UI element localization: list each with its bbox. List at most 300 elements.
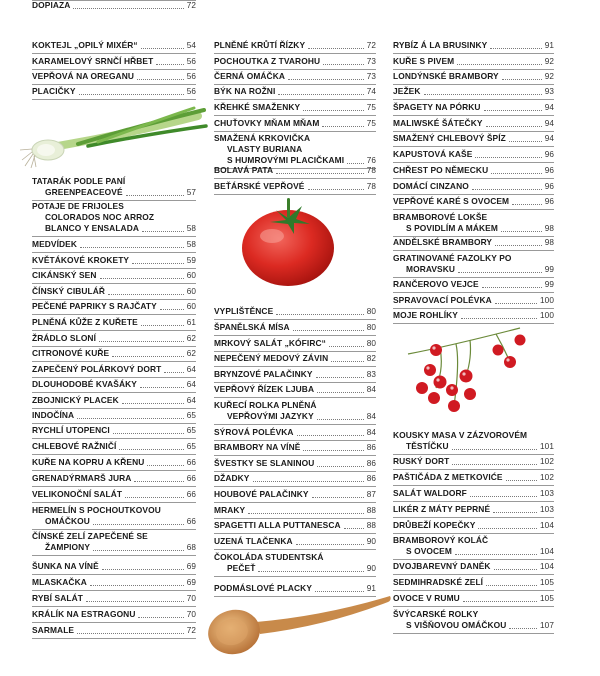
entry-separator	[393, 454, 554, 455]
toc-entry	[393, 102, 554, 113]
dot-leader	[495, 302, 537, 304]
entry-separator	[32, 454, 196, 455]
entry-separator	[32, 99, 196, 100]
page-number: 103	[540, 489, 554, 498]
entry-separator	[32, 529, 196, 530]
toc-entry-title: RYBÍZ Á LA BRUSINKY	[393, 40, 488, 50]
entry-separator	[32, 574, 196, 575]
page-number: 90	[366, 537, 376, 546]
toc-entry-title: ŠUNKA NA VÍNĚ	[32, 561, 99, 571]
toc-entry	[214, 181, 376, 192]
toc-entry-title: DOPIAZA	[32, 0, 71, 10]
entry-separator	[32, 590, 196, 591]
toc-entry	[393, 133, 554, 144]
toc-entry-title: VEPŘOVÝ ŘÍZEK LJUBA	[214, 384, 315, 394]
dot-leader	[99, 340, 184, 342]
page-number: 80	[366, 323, 376, 332]
toc-entry-title-continued: S POVIDLÍM A MÁKEM	[406, 223, 498, 233]
dot-leader	[315, 590, 364, 592]
toc-entry	[32, 40, 196, 51]
dot-leader	[258, 570, 363, 572]
dot-leader	[86, 600, 184, 602]
dot-leader	[142, 230, 184, 232]
entry-separator	[214, 533, 376, 534]
page-number: 57	[186, 188, 196, 197]
entry-separator	[214, 576, 376, 577]
toc-entry-title: BRYNZOVÉ PALAČINKY	[214, 369, 313, 379]
toc-entry	[393, 488, 554, 499]
toc-entry-title: KRÁLÍK NA ESTRAGONU	[32, 609, 136, 619]
toc-entry	[393, 535, 554, 557]
toc-entry	[214, 102, 376, 113]
page-number: 99	[544, 265, 554, 274]
entry-separator	[32, 502, 196, 503]
entry-separator	[214, 455, 376, 456]
page-number: 72	[366, 41, 376, 50]
dot-leader	[134, 480, 183, 482]
toc-entry	[214, 400, 376, 422]
toc-entry-title: KUŘE NA KOPRU A KŘENU	[32, 457, 145, 467]
toc-entry-title: UZENÁ TLAČENKA	[214, 536, 293, 546]
dot-leader	[316, 376, 364, 378]
entry-separator	[393, 131, 554, 132]
page-number: 98	[544, 224, 554, 233]
toc-entry-title: PLACIČKY	[32, 86, 76, 96]
toc-entry-title: BOLAVÁ PATA	[214, 165, 274, 175]
toc-entry-title: ZAPEČENÝ POLÁRKOVÝ DORT	[32, 364, 162, 374]
entry-separator	[214, 502, 376, 503]
toc-entry-title-continued: TĚSTÍČKU	[406, 441, 449, 451]
entry-separator	[214, 84, 376, 85]
dot-leader	[296, 543, 364, 545]
toc-entry	[393, 149, 554, 160]
toc-entry	[32, 86, 196, 97]
dot-leader	[494, 568, 537, 570]
toc-entry	[32, 71, 196, 82]
dot-leader	[156, 63, 183, 65]
toc-entry-title: BRAMBOROVÉ LOKŠE	[393, 212, 488, 222]
page-number: 65	[186, 426, 196, 435]
dot-leader	[297, 434, 364, 436]
toc-entry	[32, 441, 196, 452]
toc-entry	[393, 310, 554, 321]
toc-entry-title: KOUSKY MASA V ZÁZVOROVÉM	[393, 430, 528, 440]
dot-leader	[102, 568, 184, 570]
toc-entry-title-continued: S HUMROVÝMI PLACIČKAMI	[227, 155, 345, 165]
dot-leader	[491, 172, 541, 174]
entry-separator	[32, 392, 196, 393]
entry-separator	[32, 606, 196, 607]
toc-entry-title: KUŘE S PIVEM	[393, 56, 455, 66]
page-number: 92	[544, 72, 554, 81]
toc-entry-title: KAPUSTOVÁ KAŠE	[393, 149, 473, 159]
toc-entry	[214, 427, 376, 438]
dot-leader	[108, 293, 184, 295]
toc-entry	[393, 430, 554, 452]
toc-entry	[32, 364, 196, 375]
page-number: 64	[186, 380, 196, 389]
entry-separator	[214, 351, 376, 352]
dot-leader	[317, 391, 364, 393]
entry-separator	[214, 178, 376, 179]
toc-entry-title: GRENADÝRMARŠ JURA	[32, 473, 132, 483]
toc-entry-title-continued: S VIŠŇOVOU OMÁČKOU	[406, 620, 507, 630]
toc-entry	[214, 458, 376, 469]
toc-entry-title: JEŽEK	[393, 86, 421, 96]
page-number: 54	[186, 41, 196, 50]
page-number: 102	[540, 473, 554, 482]
toc-entry-title: DRŮBEŽÍ KOPEČKY	[393, 520, 476, 530]
entry-separator	[393, 633, 554, 634]
dot-leader	[112, 355, 183, 357]
toc-entry-title: SÝROVÁ POLÉVKA	[214, 427, 294, 437]
toc-entry-title: ČERNÁ OMÁČKA	[214, 71, 285, 81]
entry-separator	[214, 69, 376, 70]
dot-leader	[512, 203, 542, 205]
toc-entry-title: RANČEROVO VEJCE	[393, 279, 479, 289]
toc-entry	[393, 593, 554, 604]
entry-separator	[32, 486, 196, 487]
page-number: 98	[544, 238, 554, 247]
entry-separator	[32, 53, 196, 54]
dot-leader	[323, 63, 364, 65]
toc-entry-title: DLOUHODOBÉ KVAŠÁKY	[32, 379, 137, 389]
dot-leader	[90, 584, 184, 586]
page-number: 59	[186, 256, 196, 265]
toc-entry	[214, 71, 376, 82]
toc-entry	[32, 410, 196, 421]
entry-separator	[214, 366, 376, 367]
toc-entry	[393, 504, 554, 515]
dot-leader	[331, 360, 363, 362]
toc-entry	[214, 353, 376, 364]
page-number: 70	[186, 594, 196, 603]
entry-separator	[214, 131, 376, 132]
dot-leader	[276, 313, 363, 315]
wooden-spoon-illustration	[204, 592, 394, 658]
dot-leader	[484, 109, 542, 111]
toc-entry	[393, 196, 554, 207]
dot-leader	[138, 616, 183, 618]
toc-entry-title: KOKTEJL „OPILÝ MIXÉR“	[32, 40, 138, 50]
toc-entry	[214, 473, 376, 484]
toc-entry-title: VEPŘOVÁ NA OREGANU	[32, 71, 135, 81]
toc-entry	[214, 505, 376, 516]
dot-leader	[77, 417, 183, 419]
toc-entry-title: RYBÍ SALÁT	[32, 593, 83, 603]
page-number: 68	[186, 543, 196, 552]
entry-separator	[214, 382, 376, 383]
toc-entry	[214, 86, 376, 97]
dot-leader	[126, 194, 184, 196]
entry-separator	[214, 486, 376, 487]
toc-entry	[32, 505, 196, 527]
page-number: 70	[186, 610, 196, 619]
toc-entry-title: ANDĚLSKÉ BRAMBORY	[393, 237, 493, 247]
dot-leader	[312, 496, 364, 498]
toc-entry-title: PODMÁSLOVÉ PLACKY	[214, 583, 313, 593]
toc-entry-title-continued: PEČEŤ	[227, 563, 256, 573]
entry-separator	[214, 99, 376, 100]
toc-entry-title: SEDMIHRADSKÉ ZELÍ	[393, 577, 484, 587]
toc-entry	[32, 239, 196, 250]
toc-entry-title: ČÍNSKÉ ZELÍ ZAPEČENÉ SE	[32, 531, 148, 541]
entry-separator	[32, 299, 196, 300]
toc-entry-title: VYPLIŠTĚNCE	[214, 306, 274, 316]
entry-separator	[393, 501, 554, 502]
toc-entry	[32, 425, 196, 436]
dot-leader	[502, 78, 542, 80]
page-number: 58	[186, 224, 196, 233]
dot-leader	[140, 386, 184, 388]
toc-entry-title: CHLEBOVÉ RAŽNIČÍ	[32, 441, 117, 451]
toc-entry-title: POCHOUTKA Z TVAROHU	[214, 56, 321, 66]
page-number: 94	[544, 134, 554, 143]
toc-entry-title: MALIWSKÉ ŠÁTEČKY	[393, 118, 483, 128]
toc-entry-title: ŠPAGETY NA PÓRKU	[393, 102, 481, 112]
page-number: 56	[186, 57, 196, 66]
toc-entry-title: HOUBOVÉ PALAČINKY	[214, 489, 309, 499]
entry-separator	[393, 178, 554, 179]
dot-leader	[293, 329, 364, 331]
toc-entry	[214, 520, 376, 531]
toc-entry	[32, 577, 196, 588]
dot-leader	[100, 277, 184, 279]
entry-separator	[32, 622, 196, 623]
page-number: 91	[366, 584, 376, 593]
entry-separator	[393, 308, 554, 309]
page-number: 72	[186, 626, 196, 635]
entry-separator	[214, 471, 376, 472]
page-number: 78	[366, 166, 376, 175]
toc-entry-title: KVĚTÁKOVÉ KROKETY	[32, 255, 130, 265]
toc-entry	[393, 577, 554, 588]
toc-entry	[393, 237, 554, 248]
page-number: 92	[544, 57, 554, 66]
toc-entry-title: BÝK NA ROŽNI	[214, 86, 276, 96]
toc-entry	[393, 561, 554, 572]
toc-entry-title: MRKOVÝ SALÁT „KÓFIRC“	[214, 338, 326, 348]
toc-entry-title-continued: BLANCO Y ENSALADA	[45, 223, 139, 233]
page-number: 96	[544, 182, 554, 191]
toc-entry-title: DVOJBAREVNÝ DANĚK	[393, 561, 491, 571]
toc-entry	[393, 118, 554, 129]
toc-entry	[32, 301, 196, 312]
toc-entry	[393, 472, 554, 483]
page-number: 93	[544, 87, 554, 96]
toc-entry	[393, 253, 554, 275]
toc-entry-title: ŠVESTKY SE SLANINOU	[214, 458, 315, 468]
dot-leader	[329, 345, 364, 347]
entry-separator	[393, 574, 554, 575]
entry-separator	[32, 330, 196, 331]
dot-leader	[93, 523, 184, 525]
toc-entry-title: DOMÁCÍ CINZANO	[393, 181, 469, 191]
dot-leader	[470, 495, 537, 497]
dot-leader	[455, 553, 537, 555]
entry-separator	[32, 555, 196, 556]
dot-leader	[317, 418, 364, 420]
page-number: 88	[366, 521, 376, 530]
toc-entry	[32, 0, 196, 11]
dot-leader	[344, 527, 364, 529]
entry-separator	[393, 533, 554, 534]
dot-leader	[452, 448, 537, 450]
dot-leader	[288, 78, 364, 80]
toc-entry	[393, 56, 554, 67]
entry-separator	[393, 162, 554, 163]
dot-leader	[308, 188, 364, 190]
page-number: 65	[186, 411, 196, 420]
toc-entry	[214, 338, 376, 349]
page-number: 73	[366, 57, 376, 66]
toc-entry-title: ZBOJNICKÝ PLACEK	[32, 395, 119, 405]
toc-entry-title: SPRAVOVACÍ POLÉVKA	[393, 295, 492, 305]
toc-entry	[32, 348, 196, 359]
toc-entry-title: BRAMBOROVÝ KOLÁČ	[393, 535, 489, 545]
toc-entry-title-continued: OMÁČKOU	[45, 516, 90, 526]
dot-leader	[452, 463, 537, 465]
page-number: 75	[366, 103, 376, 112]
page-number: 69	[186, 578, 196, 587]
toc-entry	[214, 118, 376, 129]
dot-leader	[509, 140, 542, 142]
entry-separator	[393, 469, 554, 470]
toc-entry-title: TATARÁK PODLE PANÍ	[32, 176, 126, 186]
dot-leader	[79, 93, 184, 95]
page-number: 107	[540, 621, 554, 630]
toc-entry	[393, 609, 554, 631]
dot-leader	[141, 47, 184, 49]
toc-entry	[32, 255, 196, 266]
toc-entry-title: KŘEHKÉ SMAŽENKY	[214, 102, 301, 112]
entry-separator	[214, 53, 376, 54]
page-number: 101	[540, 442, 554, 451]
tomato-illustration	[236, 196, 342, 292]
entry-separator	[32, 283, 196, 284]
toc-entry	[214, 133, 376, 166]
page-number: 60	[186, 287, 196, 296]
dot-leader	[248, 512, 363, 514]
toc-entry-title: PAŠTIČÁDA Z METKOVIĆE	[393, 472, 503, 482]
dot-leader	[475, 156, 541, 158]
dot-leader	[308, 47, 364, 49]
entry-separator	[393, 194, 554, 195]
page-number: 60	[186, 302, 196, 311]
page-number: 104	[540, 562, 554, 571]
toc-entry-title: BRAMBORY NA VÍNĚ	[214, 442, 301, 452]
toc-entry	[393, 181, 554, 192]
toc-entry-title: VEPŘOVÉ KARÉ S OVOCEM	[393, 196, 510, 206]
toc-entry-title: INDOČÍNA	[32, 410, 75, 420]
page-number: 104	[540, 547, 554, 556]
dot-leader	[113, 432, 184, 434]
page-number: 65	[186, 442, 196, 451]
spring-onion-illustration	[18, 104, 208, 170]
entry-separator	[393, 277, 554, 278]
page-number: 90	[366, 564, 376, 573]
toc-entry	[32, 489, 196, 500]
toc-entry	[393, 295, 554, 306]
dot-leader	[506, 479, 537, 481]
toc-entry	[393, 71, 554, 82]
dot-leader	[461, 317, 537, 319]
toc-entry-title: BEŤÁRSKÉ VEPŘOVÉ	[214, 181, 305, 191]
page-number: 60	[186, 271, 196, 280]
page-number: 91	[544, 41, 554, 50]
toc-entry	[214, 536, 376, 547]
page-number: 94	[544, 119, 554, 128]
dot-leader	[253, 480, 364, 482]
page-number: 80	[366, 307, 376, 316]
page-number: 69	[186, 562, 196, 571]
page-number: 62	[186, 349, 196, 358]
toc-entry	[32, 625, 196, 636]
toc-entry-title: SARMALE	[32, 625, 75, 635]
dot-leader	[490, 47, 541, 49]
page-number: 84	[366, 412, 376, 421]
page-number: 58	[186, 240, 196, 249]
toc-entry-title: ŽRÁDLO SLONÍ	[32, 333, 97, 343]
toc-entry-title: CHŘEST PO NĚMECKU	[393, 165, 489, 175]
toc-entry-title-continued: GREENPEACEOVÉ	[45, 187, 123, 197]
toc-entry-title: MEDVÍDEK	[32, 239, 78, 249]
entry-separator	[393, 53, 554, 54]
dot-leader	[509, 627, 537, 629]
page-number: 87	[366, 490, 376, 499]
toc-entry	[214, 165, 376, 176]
toc-entry-title-continued: VLASTY BURIANA	[227, 144, 303, 154]
entry-separator	[32, 423, 196, 424]
page-number: 83	[366, 370, 376, 379]
dot-leader	[482, 286, 542, 288]
toc-entry-title: KUŘECÍ ROLKA PLNĚNÁ	[214, 400, 317, 410]
page-number: 103	[540, 505, 554, 514]
dot-leader	[478, 527, 537, 529]
dot-leader	[486, 584, 537, 586]
toc-entry	[214, 56, 376, 67]
toc-entry-title: RUSKÝ DORT	[393, 456, 450, 466]
toc-entry	[32, 561, 196, 572]
entry-separator	[214, 424, 376, 425]
entry-separator	[32, 638, 196, 639]
dot-leader	[278, 93, 363, 95]
toc-entry-title: SMAŽENÝ CHLEBOVÝ ŠPÍZ	[393, 133, 506, 143]
page-number: 75	[366, 119, 376, 128]
toc-entry	[214, 583, 376, 594]
page-number: 61	[186, 318, 196, 327]
toc-entry	[32, 56, 196, 67]
entry-separator	[393, 146, 554, 147]
page-number: 100	[540, 311, 554, 320]
entry-separator	[393, 323, 554, 324]
page-number: 96	[544, 197, 554, 206]
entry-separator	[32, 408, 196, 409]
dot-leader	[93, 549, 184, 551]
dot-leader	[164, 371, 183, 373]
toc-entry-title: SPAGETTI ALLA PUTTANESCA	[214, 520, 341, 530]
dot-leader	[137, 78, 184, 80]
page-number: 88	[366, 506, 376, 515]
entry-separator	[393, 292, 554, 293]
entry-separator	[32, 0, 196, 1]
page-number: 105	[540, 594, 554, 603]
toc-entry-title: KARAMELOVÝ SRNČÍ HŘBET	[32, 56, 154, 66]
page-number: 64	[186, 365, 196, 374]
dot-leader	[322, 125, 363, 127]
page-number: 86	[366, 474, 376, 483]
toc-entry	[32, 333, 196, 344]
